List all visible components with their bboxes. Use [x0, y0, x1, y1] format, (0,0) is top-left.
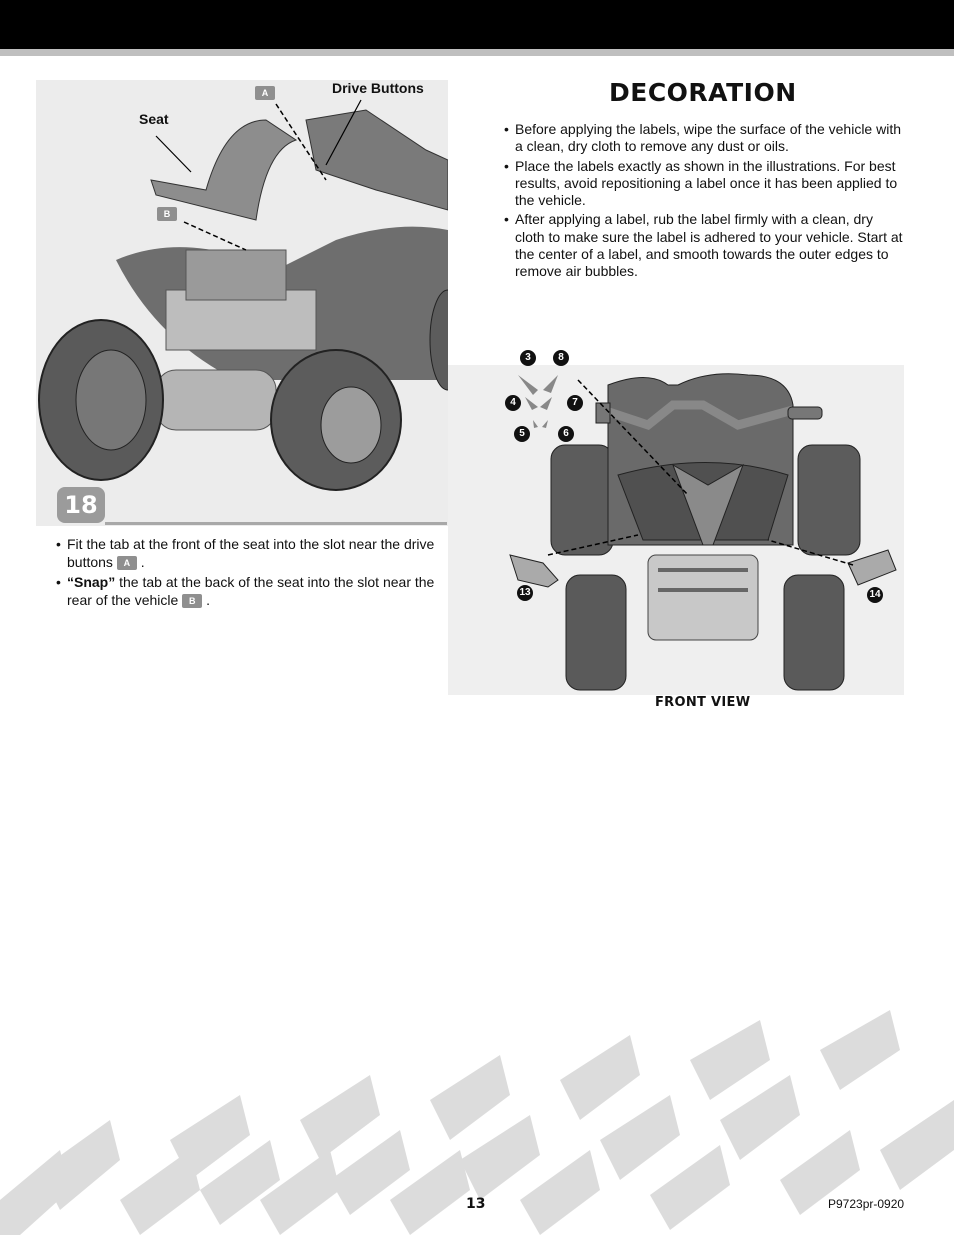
- atv-side-illustration: [36, 80, 448, 526]
- label-badge-7: 7: [567, 395, 583, 411]
- label-badge-4: 4: [505, 395, 521, 411]
- tag-a-marker: A: [255, 86, 275, 100]
- decoration-bullet-2: • Place the labels exactly as shown in the illustrations. For best results, avoid repositioning a label once it has been applied to the vehicle.: [504, 158, 904, 210]
- header-rule: [0, 49, 954, 56]
- label-badge-13: 13: [517, 585, 533, 601]
- decoration-instructions: [504, 121, 904, 283]
- front-view-caption: FRONT VIEW: [655, 695, 751, 710]
- header-bar: [0, 0, 954, 49]
- tag-b-inline: B: [182, 594, 202, 608]
- snap-emphasis: “Snap”: [67, 574, 116, 590]
- step-illustration: [36, 80, 448, 526]
- label-badge-8: 8: [553, 350, 569, 366]
- label-badge-14: 14: [867, 587, 883, 603]
- decoration-title: DECORATION: [609, 78, 797, 107]
- decoration-bullet-1: • Before applying the labels, wipe the surface of the vehicle with a clean, dry cloth to remove any dust or oils.: [504, 121, 904, 156]
- decoration-bullet-3: • After applying a label, rub the label firmly with a clean, dry cloth to make sure the label is adhered to your vehicle. Start at the center of a label, and smooth towards the outer edges to remove air bubbles.: [504, 211, 904, 280]
- label-badge-6: 6: [558, 426, 574, 442]
- drive-buttons-callout: Drive Buttons: [332, 80, 424, 96]
- document-code: P9723pr-0920: [828, 1197, 905, 1211]
- step-number-badge: 18: [57, 487, 105, 523]
- tag-b-marker: B: [157, 207, 177, 221]
- step-bullet-1: • Fit the tab at the front of the seat into the slot near the drive buttons A .: [56, 536, 442, 571]
- front-view-illustration: [448, 352, 904, 695]
- label-badge-5: 5: [514, 426, 530, 442]
- tag-a-inline: A: [117, 556, 137, 570]
- step-divider: [105, 522, 447, 525]
- atv-front-illustration: [448, 365, 904, 695]
- step-instructions: [56, 536, 442, 612]
- label-badge-3: 3: [520, 350, 536, 366]
- seat-callout: Seat: [139, 111, 169, 127]
- page-number: 13: [466, 1196, 486, 1212]
- step-bullet-2: • “Snap” the tab at the back of the seat into the slot near the rear of the vehicle B .: [56, 574, 442, 609]
